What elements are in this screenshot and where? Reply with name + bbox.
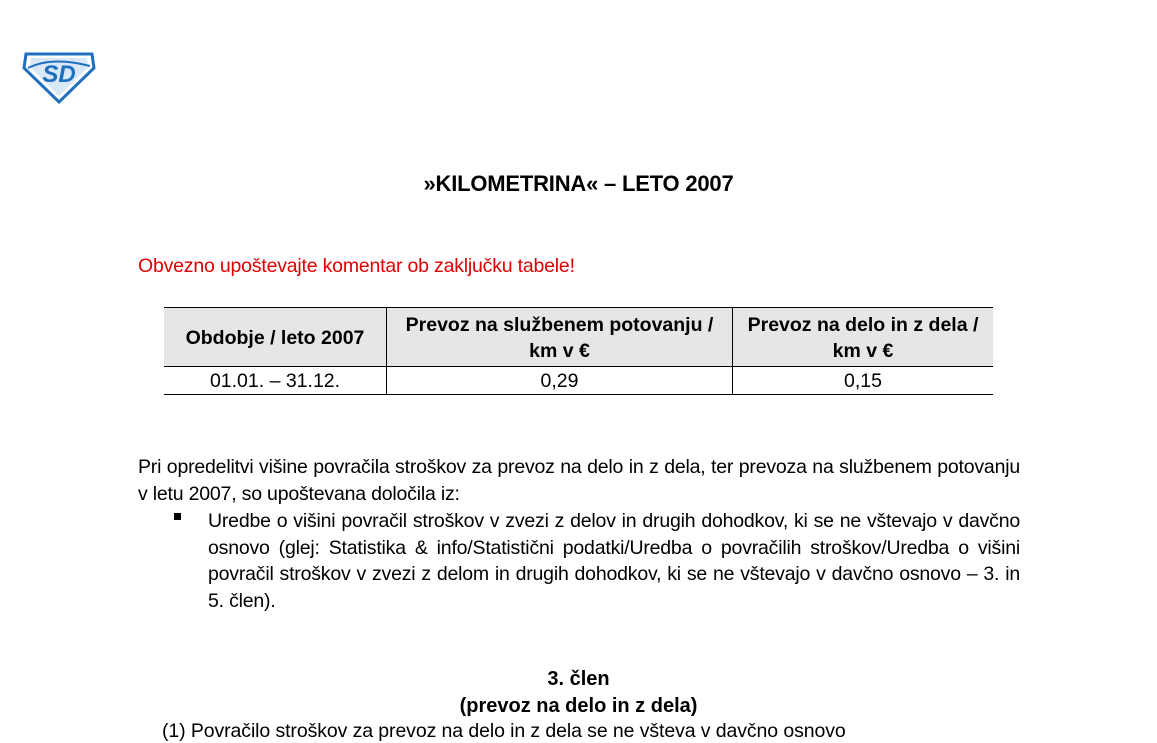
article-number: 3. člen [547,668,610,690]
sd-shield-logo-icon [22,48,96,104]
logo-text: SD [42,61,76,88]
company-logo [22,48,96,104]
table-row [164,367,993,395]
cell-business-travel-rate: 0,29 [387,367,733,395]
article-subtitle: (prevoz na delo in z dela) [459,695,698,717]
intro-paragraph: Pri opredelitvi višine povračila stroškov za prevoz na delo in z dela, ter prevoza na službenem potovanju v letu 2007, so upoštevana določila iz: [138,456,1020,505]
cell-period: 01.01. – 31.12. [164,367,387,395]
table-header-row [164,308,993,367]
header-commute: Prevoz na delo in z dela / km v € [733,308,994,367]
cell-commute-rate: 0,15 [733,367,994,395]
warning-note: Obvezno upoštevajte komentar ob zaključku tabele! [138,255,575,277]
article-paragraph: (1) Povračilo stroškov za prevoz na delo in z dela se ne všteva v davčno osnovo [162,720,846,742]
header-period: Obdobje / leto 2007 [164,308,387,367]
square-bullet-icon [174,513,181,520]
list-item: Uredbe o višini povračil stroškov v zvezi z delov in drugih dohodkov, ki se ne vštevajo v davčno osnovo (glej: Statistika & info/Statistični podatki/Uredba o povračilih stroškov/Uredba o višini povračil stroškov v zvezi z delom in drugih dohodkov, ki se ne vštevajo v davčno osnovo – 3. in 5. člen). [208,510,1020,612]
document-title: »KILOMETRINA« – LETO 2007 [423,171,734,196]
regulation-list [138,508,1020,614]
mileage-rates-table [164,307,993,395]
header-business-travel: Prevoz na službenem potovanju / km v € [387,308,733,367]
